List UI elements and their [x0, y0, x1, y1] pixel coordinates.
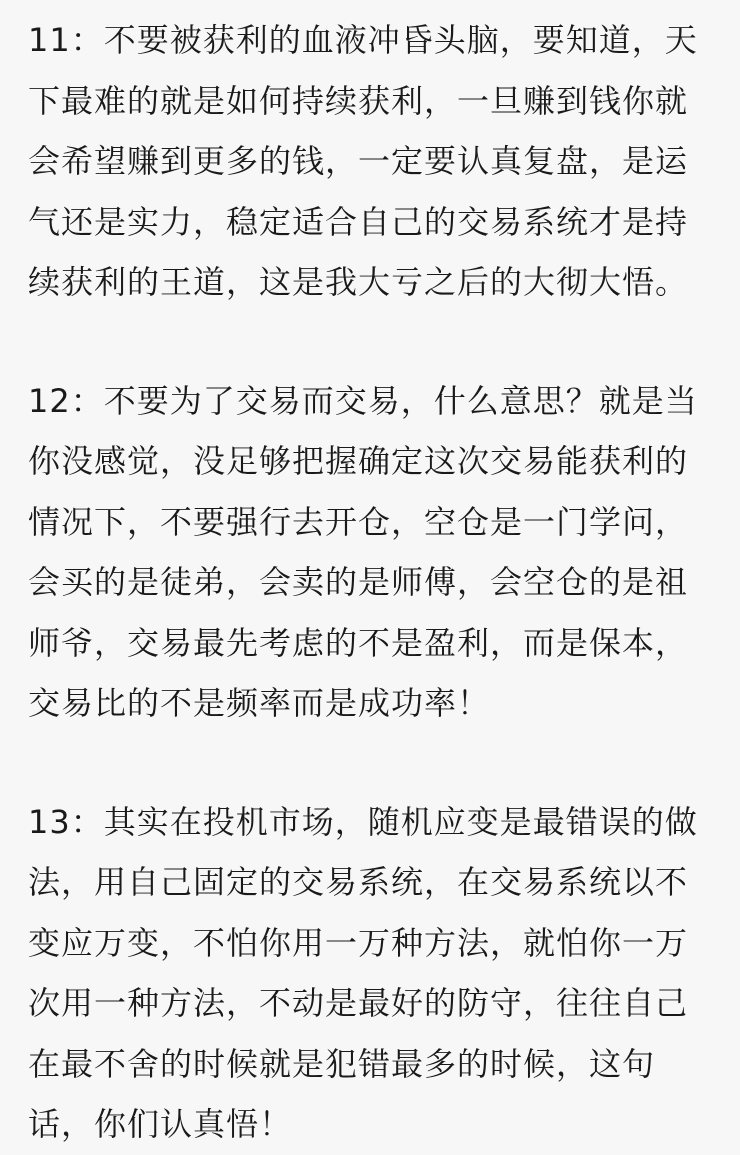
paragraph-13: 13：其实在投机市场，随机应变是最错误的做法，用自己固定的交易系统，在交易系统以不变应万变，不怕你用一万种方法，就怕你一万次用一种方法，不动是最好的防守，往往自己在最不舍的时候就是犯错最多的时候，这句话，你们认真悟！ — [28, 802, 698, 1143]
paragraph-12: 12：不要为了交易而交易，什么意思？就是当你没感觉，没足够把握确定这次交易能获利的情况下，不要强行去开仓，空仓是一门学问，会买的是徒弟，会卖的是师傅，会空仓的是祖师爷，交易最先考虑的不是盈利，而是保本，交易比的不是频率而是成功率！ — [28, 381, 698, 722]
paragraph-11: 11：不要被获利的血液冲昏头脑，要知道，天下最难的就是如何持续获利，一旦赚到钱你就会希望赚到更多的钱，一定要认真复盘，是运气还是实力，稳定适合自己的交易系统才是持续获利的王道，这是我大亏之后的大彻大悟。 — [28, 21, 698, 301]
